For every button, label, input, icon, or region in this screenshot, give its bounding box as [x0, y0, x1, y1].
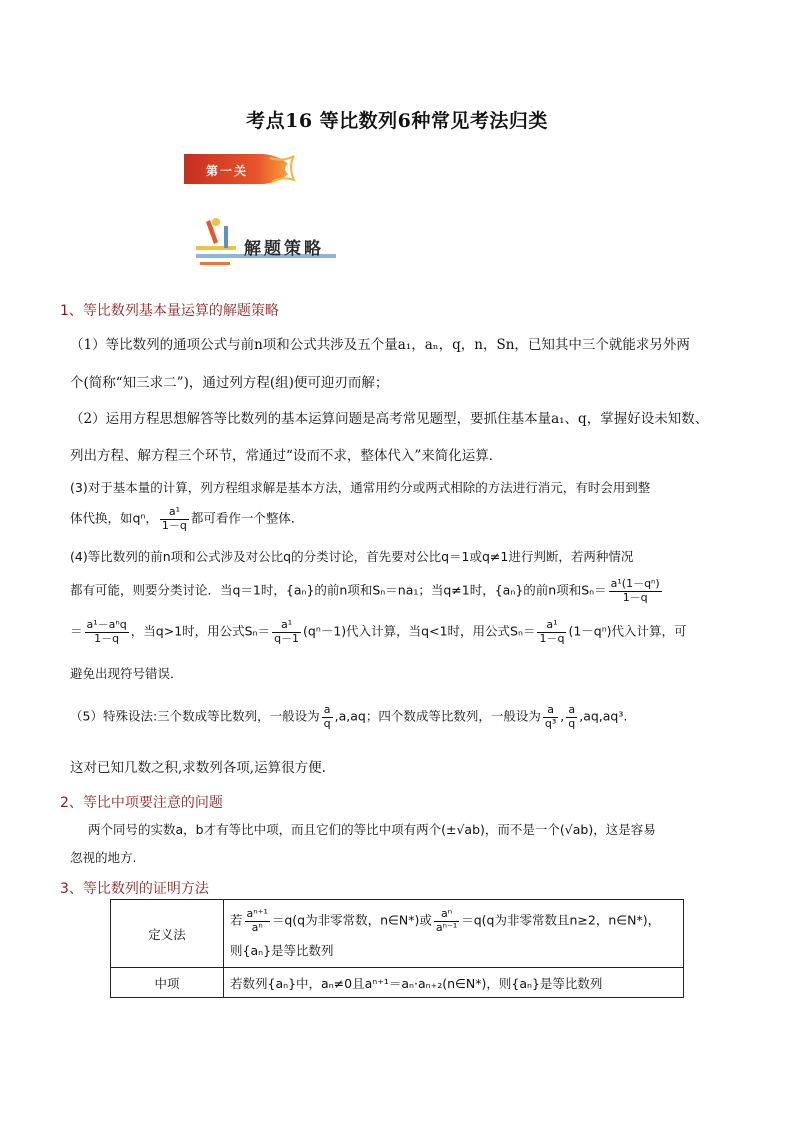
- s1-paragraph-4a: (4)等比数列的前n项和公式涉及对公比q的分类讨论，首先要对公比q＝1或q≠1进行判断，若两种情况: [70, 549, 634, 564]
- s2-paragraph-1: 两个同号的实数a，b才有等比中项，而且它们的等比中项有两个(±√ab)，而不是一个(√ab)，这是容易: [88, 822, 656, 837]
- fraction: $\frac{\text{aⁿ⁺¹}}{\text{aⁿ}}$: [246, 907, 268, 934]
- table-row: [111, 900, 684, 968]
- s1-paragraph-4b: 都有可能，则要分类讨论．当q＝1时，{aₙ}的前n项和Sₙ＝na₁；当q≠1时，{aₙ}的前n项和Sₙ＝ $\frac{\text{a¹(1－qⁿ)}}{1-q}$: [70, 577, 660, 604]
- s1-paragraph-4d: 避免出现符号错误．: [70, 666, 183, 681]
- fraction: $\frac{a}{q}$: [568, 703, 576, 730]
- fraction: $\frac{\text{a¹－aⁿq}}{1-q}$: [86, 618, 127, 645]
- fraction: $\frac{a}{q}$: [323, 703, 331, 730]
- s1-paragraph-4c: ＝ $\frac{\text{a¹－aⁿq}}{1-q}$ ，当q>1时，用公式Sₙ＝ $\frac{\text{a¹}}{q-1}$ (qⁿ－1)代入计算，当q<1时，用公式Sₙ＝ $\frac{\text{a¹}}{1-q}$ (1－qⁿ)代入计算，可: [70, 618, 687, 645]
- table-cell-description: 若数列{aₙ}中，aₙ≠0且aⁿ⁺¹＝aₙ·aₙ₊₂(n∈N*)，则{aₙ}是等比数列: [224, 968, 684, 998]
- strategy-label: 解题策略: [244, 239, 324, 259]
- s1-paragraph-3b: 体代换，如qⁿ， $\frac{\text{a¹}}{1-q}$ 都可看作一个整体．: [70, 505, 304, 532]
- fraction: $\frac{\text{aⁿ}}{\text{aⁿ⁻¹}}$: [435, 907, 458, 934]
- fraction: $\frac{\text{a¹}}{1-q}$: [539, 618, 565, 645]
- fraction: $\frac{\text{a¹(1－qⁿ)}}{1-q}$: [610, 577, 660, 604]
- s1-paragraph-2a: （2）运用方程思想解答等比数列的基本运算问题是高考常见题型，要抓住基本量a₁、q，掌握好设未知数、: [70, 411, 709, 427]
- s1-paragraph-3a: (3)对于基本量的计算，列方程组求解是基本方法，通常用约分或两式相除的方法进行消元，有时会用到整: [70, 480, 651, 495]
- proof-methods-table: [110, 899, 684, 998]
- section-2-heading: 2、等比中项要注意的问题: [60, 795, 223, 811]
- section-1-heading: 1、等比数列基本量运算的解题策略: [60, 303, 279, 319]
- s1-paragraph-1b: 个(简称“知三求二”)，通过列方程(组)便可迎刃而解；: [70, 375, 389, 391]
- table-cell-description: 若 $\frac{\text{aⁿ⁺¹}}{\text{aⁿ}}$ ＝q(q为非零常数，n∈N*)或 $\frac{\text{aⁿ}}{\text{aⁿ⁻¹}}$ ＝q(q为非零常数且n≥2，n∈N*)， 则{aₙ}是等比数列: [224, 900, 684, 968]
- section-3-heading: 3、等比数列的证明方法: [60, 881, 209, 897]
- table-cell-method: 中项: [111, 968, 224, 998]
- page-title: 考点16 等比数列6种常见考法归类: [246, 110, 548, 132]
- s1-paragraph-6: 这对已知几数之积,求数列各项,运算很方便.: [70, 760, 326, 776]
- s1-paragraph-5: （5）特殊设法:三个数成等比数列，一般设为 $\frac{a}{q}$ ,a,aq；四个数成等比数列，一般设为 $\frac{a}{\text{q³}}$ , $\frac{a}{q}$ ,aq,aq³.: [70, 703, 628, 730]
- s1-paragraph-1a: （1）等比数列的通项公式与前n项和公式共涉及五个量a₁，aₙ，q，n，Sn，已知其中三个就能求另外两: [70, 337, 690, 353]
- fraction: $\frac{a}{\text{q³}}$: [544, 703, 557, 730]
- fraction: $\frac{\text{a¹}}{q-1}$: [274, 618, 300, 645]
- ribbon-label: 第一关: [206, 164, 249, 178]
- table-cell-method: 定义法: [111, 900, 224, 968]
- s2-paragraph-2: 忽视的地方.: [70, 850, 137, 865]
- s1-paragraph-2b: 列出方程、解方程三个环节，常通过“设而不求，整体代入”来简化运算．: [70, 448, 503, 464]
- table-row: [111, 968, 684, 998]
- fraction: $\frac{\text{a¹}}{1-q}$: [161, 505, 187, 532]
